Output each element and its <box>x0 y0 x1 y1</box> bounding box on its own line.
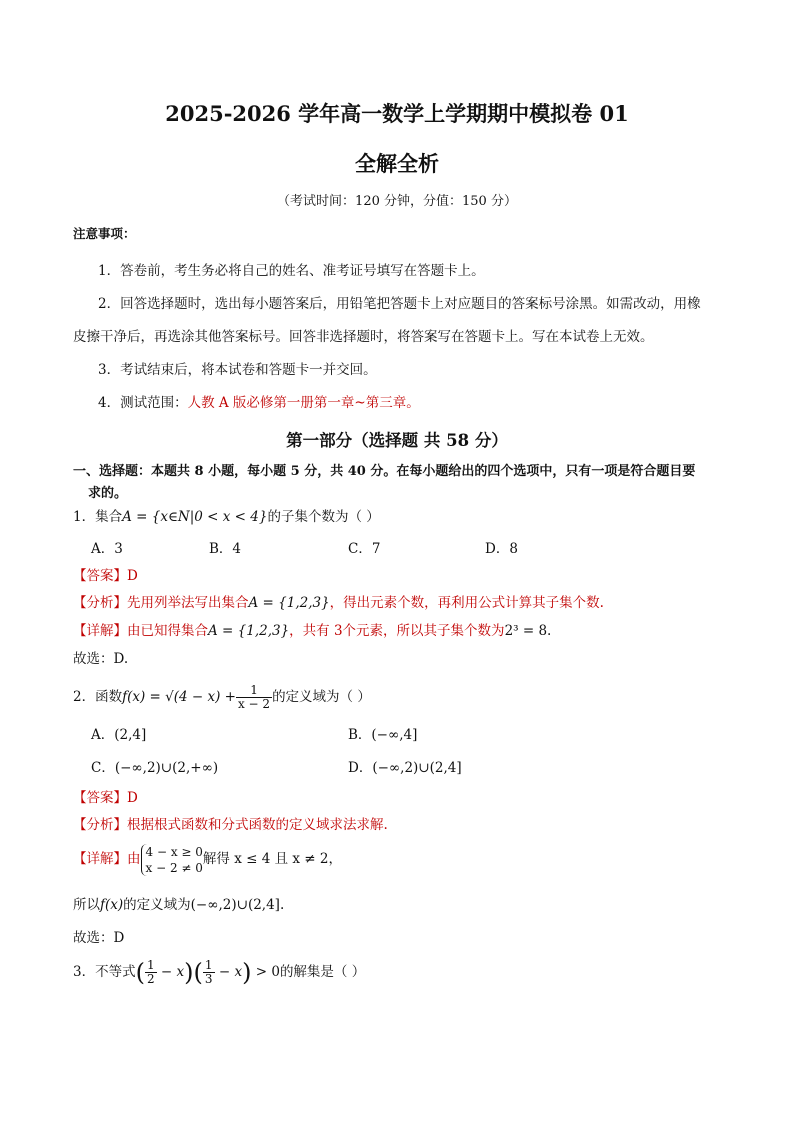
q2-choice: 故选：D <box>73 930 125 946</box>
notice-item-4 <box>98 391 420 411</box>
q2-option-b: B．(−∞,4] <box>348 727 418 743</box>
q1-option-a: A．3 <box>91 541 123 557</box>
q1-choice: 故选：D. <box>73 651 129 667</box>
question-1-stem: 1．集合A = {x∈N|0 < x < 4}的子集个数为（ ） <box>73 509 380 525</box>
section-instruction-line-1: 一、选择题：本题共 8 小题，每小题 5 分，共 40 分。在每小题给出的四个选项中，只有一项是符合题目要 <box>73 464 696 479</box>
q2-function: f(x) = √(4 − x) + <box>122 689 236 705</box>
q2-option-c: C．(−∞,2)∪(2,+∞) <box>91 760 219 776</box>
q1-set-expression: A = {x∈N|0 < x < 4} <box>122 509 268 525</box>
q1-analysis: 【分析】先用列举法写出集合A = {1,2,3}，得出元素个数，再利用公式计算其子集个数. <box>73 595 604 611</box>
notice-item-4-prefix: 4．测试范围： <box>98 395 188 411</box>
question-3-stem: 3．不等式( $\frac{1}{2}$ − x)( $\frac{1}{3}$ − x) > 0的解集是（ ） <box>73 958 366 987</box>
q1-answer: 【答案】D <box>73 568 138 584</box>
q1-option-d: D．8 <box>485 541 518 557</box>
document-subtitle: 全解全析 <box>355 151 439 176</box>
test-range: 人教 A 版必修第一册第一章~第三章。 <box>187 395 420 411</box>
q2-detail: 【详解】由 4 − x ≥ 0 x − 2 ≠ 0 解得 x ≤ 4 且 x ≠ 2， <box>73 844 342 875</box>
q2-fraction: $\frac{1}{x - 2}$ <box>237 683 271 711</box>
q2-analysis: 【分析】根据根式函数和分式函数的定义域求法求解. <box>73 817 388 833</box>
q1-option-c: C．7 <box>348 541 381 557</box>
q2-option-a: A．(2,4] <box>91 727 147 743</box>
document-title: 2025-2026 学年高一数学上学期期中模拟卷 01 <box>165 101 629 126</box>
notice-heading: 注意事项： <box>73 226 136 241</box>
q2-answer: 【答案】D <box>73 790 138 806</box>
q1-option-b: B．4 <box>209 541 242 557</box>
q1-detail: 【详解】由已知得集合A = {1,2,3}，共有 3个元素，所以其子集个数为2³ = 8. <box>73 623 552 639</box>
question-2-stem: 2．函数f(x) = √(4 − x) + $\frac{1}{x - 2}$ 的定义域为（ ） <box>73 683 371 711</box>
exam-info: （考试时间：120 分钟，分值：150 分） <box>277 194 517 209</box>
q2-inequality-system: 4 − x ≥ 0 x − 2 ≠ 0 <box>141 844 203 876</box>
q2-conclusion: 所以f(x)的定义域为(−∞,2)∪(2,4]. <box>73 897 285 913</box>
section-title: 第一部分（选择题 共 58 分） <box>286 431 508 450</box>
notice-item-1: 1．答卷前，考生务必将自己的姓名、准考证号填写在答题卡上。 <box>98 263 485 279</box>
q2-option-d: D．(−∞,2)∪(2,4] <box>348 760 462 776</box>
notice-item-2-line-2: 皮擦干净后，再选涂其他答案标号。回答非选择题时，将答案写在答题卡上。写在本试卷上无效。 <box>73 329 654 345</box>
notice-item-2-line-1: 2．回答选择题时，选出每小题答案后，用铅笔把答题卡上对应题目的答案标号涂黑。如需改动，用橡 <box>98 296 701 312</box>
notice-item-3: 3．考试结束后，将本试卷和答题卡一并交回。 <box>98 362 377 378</box>
section-instruction-line-2: 求的。 <box>88 486 128 501</box>
